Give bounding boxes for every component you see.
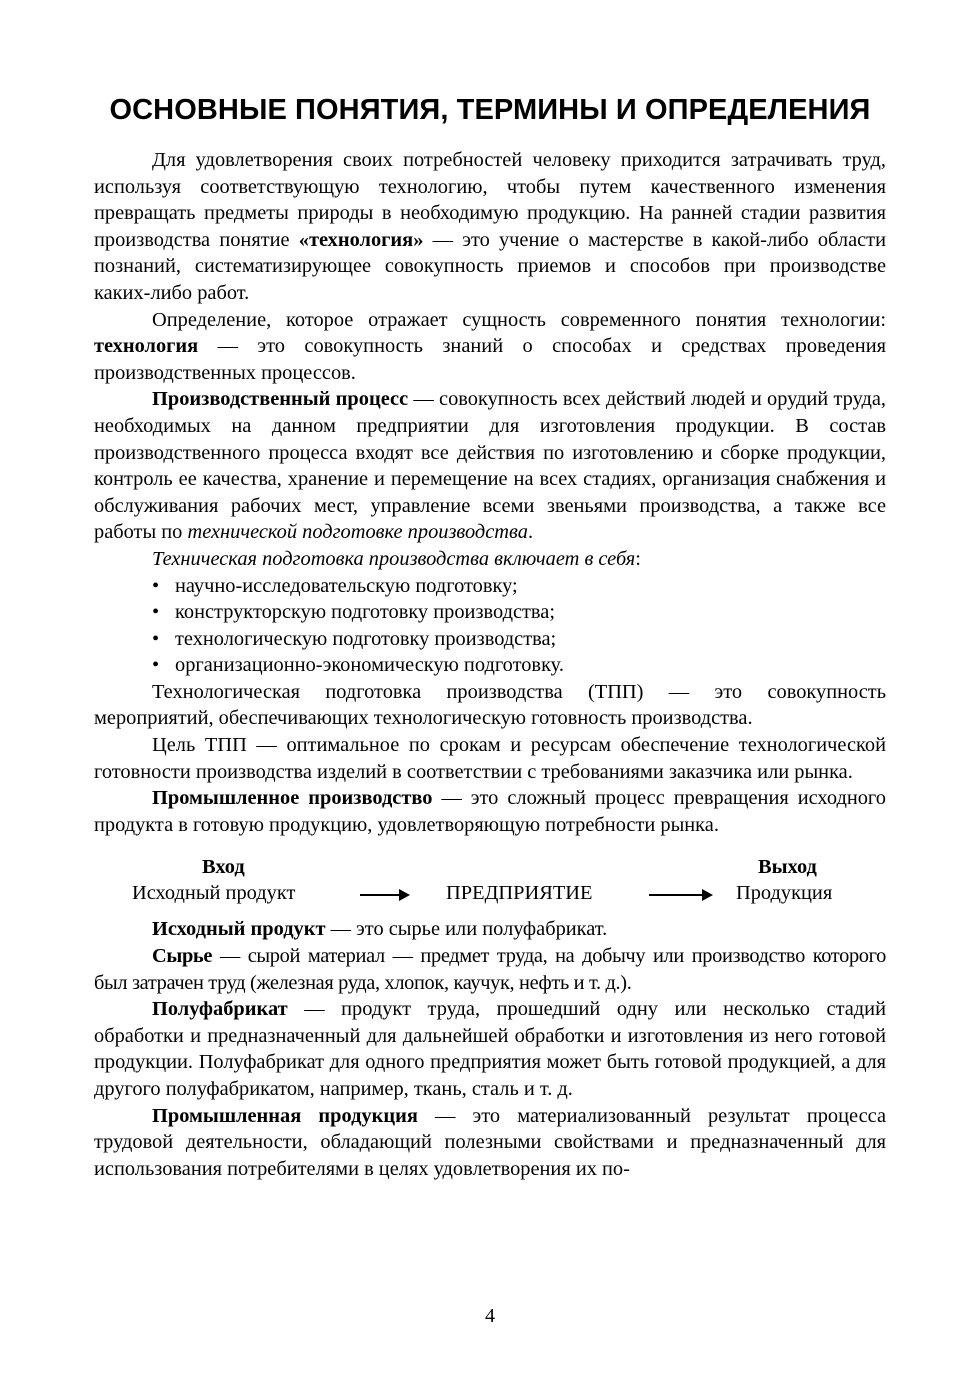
paragraph-technology-history [94,147,886,307]
term-semi-product: Полуфабрикат [152,998,288,1021]
flow-output: Продукция [736,882,833,905]
term-industrial-output: Промышленная продукция [152,1104,418,1127]
list-intro-italic: Техническая подготовка производства включает в себя [152,547,636,570]
paragraph-raw-material [94,943,886,996]
production-flow-diagram [94,854,886,920]
paragraph-tpp-definition: Технологическая подготовка производства (ТПП) — это совокупность мероприятий, обеспечивающих технологическую готовность производства. [94,680,886,730]
list-item: • научно-исследовательскую подготовку; [94,573,886,600]
paragraph-industrial-output [94,1103,886,1183]
list-intro [94,546,886,573]
list-item: • конструкторскую подготовку производства; [94,599,886,626]
paragraph-tpp-goal: Цель ТПП — оптимальное по срокам и ресурсам обеспечение технологической готовности производства изделий в соответствии с требованиями заказчика или рынка. [94,734,886,783]
paragraph-text: — сырой материал — предмет труда, на добычу или производство которого был затрачен труд (железная руда, хлопок, каучук, нефть и т. д.). [94,945,886,994]
term-industrial-production: Промышленное производство [152,787,433,810]
flow-arrow-1 [360,894,408,896]
flow-input: Исходный продукт [132,882,296,905]
paragraph-text: — это учение о мастерстве в какой-либо области познаний, систематизирующее совокупность приемов и способов при производстве каких-либо работ. [94,228,886,304]
paragraph-industrial-production [94,785,886,838]
bullet-list [94,573,886,679]
term-technology: технология [94,335,199,358]
term-technology-quoted: «технология» [298,228,424,251]
list-item: • технологическую подготовку производства; [94,626,886,653]
flow-output-label: Выход [758,856,817,879]
term-source-product: Исходный продукт [152,918,326,941]
flow-middle: ПРЕДПРИЯТИЕ [446,882,593,905]
flow-arrow-2 [649,894,711,896]
term-raw-material: Сырье [152,945,213,968]
body-text [94,147,886,1182]
paragraph-technology-definition [94,307,886,387]
paragraph-text: — это материализованный результат процесса трудовой деятельности, обладающий полезными свойствами и предназначенный для использования потребителями в целях удовлетворения их по- [94,1104,886,1180]
list-item: • организационно-экономическую подготовку. [94,652,886,679]
paragraph-text: — совокупность всех действий людей и орудий труда, необходимых на данном предприятии для изготовления продукции. В состав производственного процесса входят все действия по изготовлению и сборке продукции, контроль ее качества, хранение и перемещение на всех стадиях, организация снабжения и обслуживания рабочих мест, управление всеми звеньями производства, а также все работы по [94,388,886,544]
paragraph-production-process [94,386,886,546]
term-production-process: Производственный процесс [152,388,409,411]
paragraph-text: Определение, которое отражает сущность современного понятия технологии: [152,308,886,331]
paragraph-text: . [527,521,534,544]
flow-input-label: Вход [202,856,245,879]
list-intro-colon: : [635,547,641,570]
page-title: ОСНОВНЫЕ ПОНЯТИЯ, ТЕРМИНЫ И ОПРЕДЕЛЕНИЯ [109,94,871,126]
paragraph-text: — это сложный процесс превращения исходного продукта в готовую продукцию, удовлетворяющую потребности рынка. [94,787,886,836]
italic-technical-preparation: технической подготовке производства [187,521,528,544]
paragraph-semi-product [94,996,886,1102]
page-number: 4 [485,1305,495,1327]
paragraph-text: — это совокупность знаний о способах и средствах проведения производственных процессов. [94,335,886,384]
paragraph-text: Для удовлетворения своих потребностей человеку приходится затрачивать труд, используя соответствующую технологию, чтобы путем качественного изменения превращать предметы природы в необходимую продукцию. На ранней стадии развития производства понятие [94,149,886,251]
paragraph-text: — продукт труда, прошедший одну или несколько стадий обработки и предназначенный для дальнейшей обработки и изготовления из него готовой продукции. Полуфабрикат для одного предприятия может быть готовой продукцией, а для другого полуфабрикатом, например, ткань, сталь и т. д. [94,998,886,1100]
paragraph-text: — это сырье или полуфабрикат. [325,918,608,941]
